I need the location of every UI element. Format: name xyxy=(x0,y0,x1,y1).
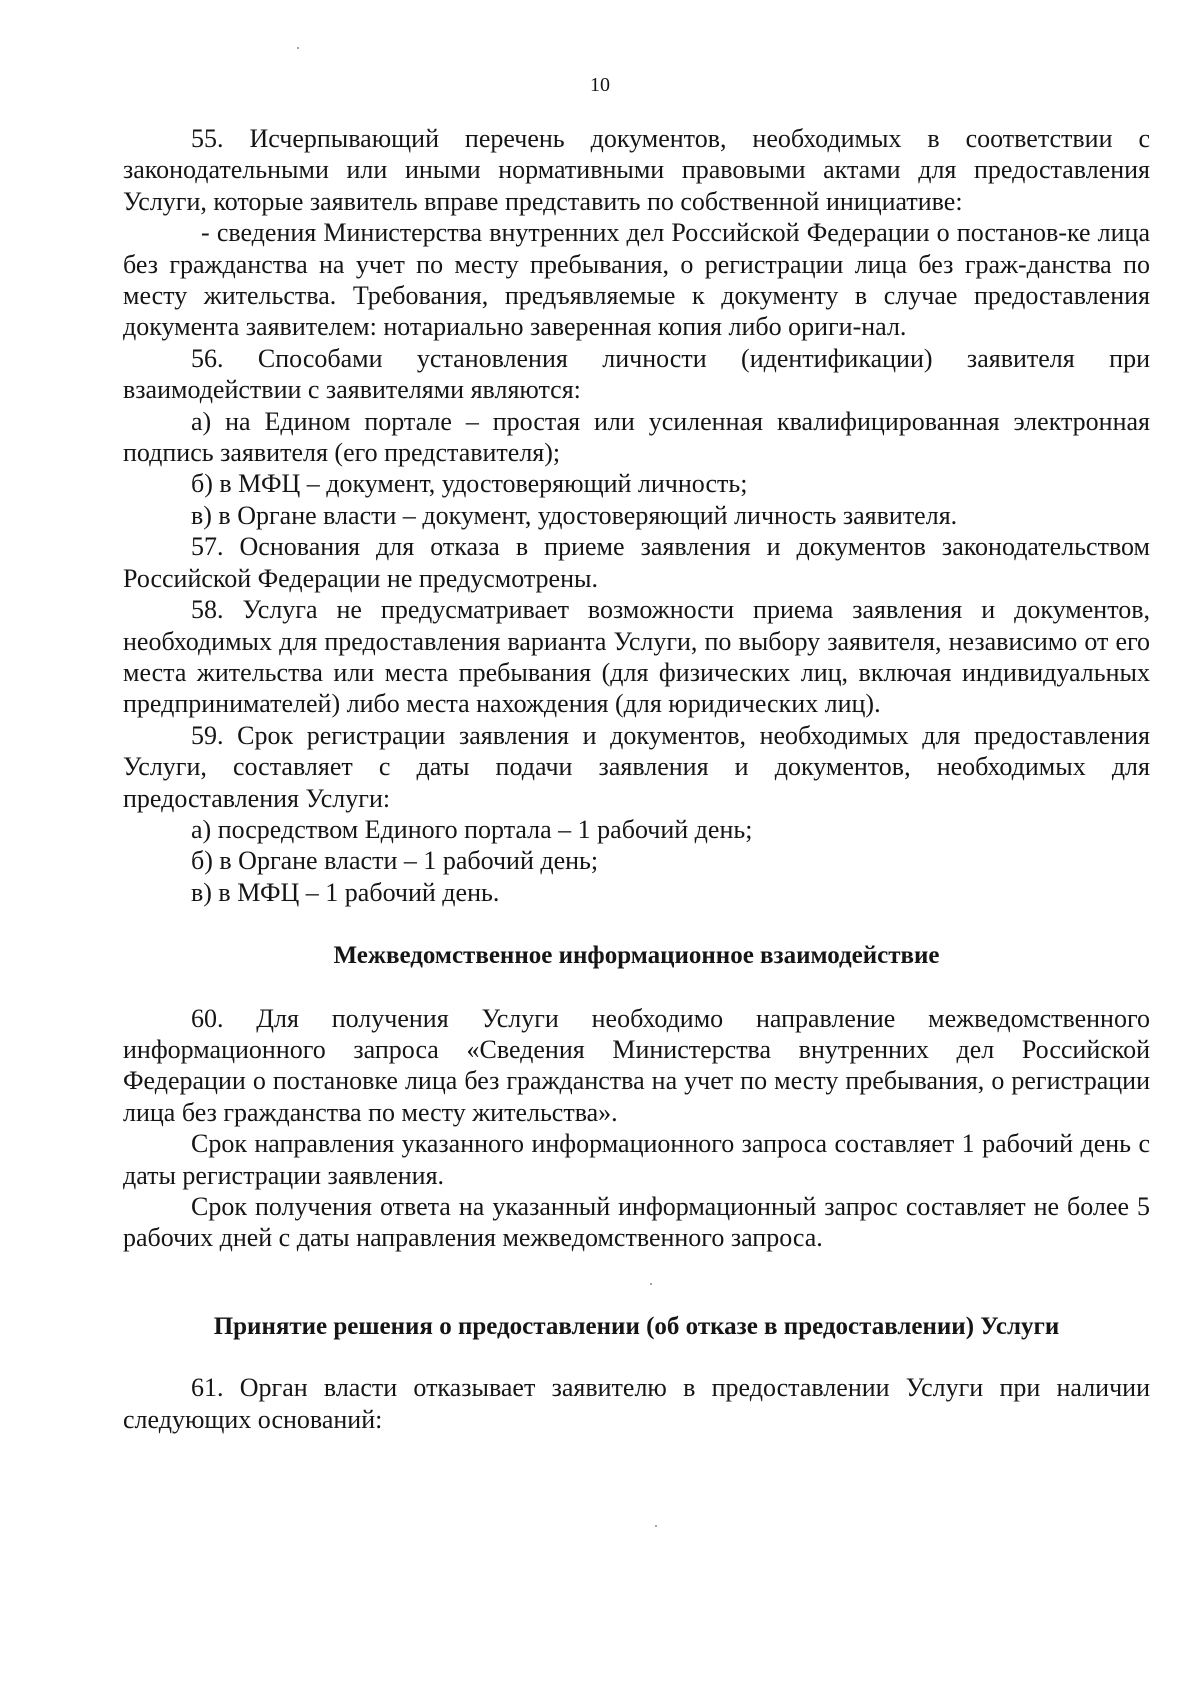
document-body xyxy=(123,123,1150,1435)
scan-speck xyxy=(655,1525,657,1527)
section-heading-decision: Принятие решения о предоставлении (об отказе в предоставлении) Услуги xyxy=(213,1312,1060,1340)
paragraph-59-item-a: а) посредством Единого портала – 1 рабочий день; xyxy=(191,814,753,844)
paragraph-59-item-v: в) в МФЦ – 1 рабочий день. xyxy=(191,877,500,907)
paragraph-58: 58. Услуга не предусматривает возможности приема заявления и документов, необходимых для предоставления варианта Услуги, по выбору заявителя, независимо от его места жительства или места пребывания (для физических лиц, включая индивидуальных предпринимателей) либо места нахождения (для юридических лиц). xyxy=(123,595,1150,719)
paragraph-59-item-b: б) в Органе власти – 1 рабочий день; xyxy=(191,846,599,876)
paragraph-56-item-b: б) в МФЦ – документ, удостоверяющий личность; xyxy=(191,469,748,499)
paragraph-60-request-term: Срок направления указанного информационного запроса составляет 1 рабочий день с даты регистрации заявления. xyxy=(123,1129,1150,1190)
paragraph-57: 57. Основания для отказа в приеме заявления и документов законодательством Российской Федерации не предусмотрены. xyxy=(123,532,1150,593)
paragraph-56: 56. Способами установления личности (идентификации) заявителя при взаимодействии с заявителями являются: xyxy=(123,343,1150,405)
paragraph-59: 59. Срок регистрации заявления и документов, необходимых для предоставления Услуги, составляет с даты подачи заявления и документов, необходимых для предоставления Услуги: xyxy=(123,720,1150,813)
page-number: 10 xyxy=(590,74,610,96)
section-heading-interagency: Межведомственное информационное взаимодействие xyxy=(333,942,940,970)
paragraph-56-item-v: в) в Органе власти – документ, удостоверяющий личность заявителя. xyxy=(191,500,958,530)
scan-speck xyxy=(297,47,299,49)
paragraph-60: 60. Для получения Услуги необходимо направление межведомственного информационного запроса «Сведения Министерства внутренних дел Российской Федерации о постановке лица без гражданства на учет по месту пребывания, о регистрации лица без гражданства по месту жительства». xyxy=(123,1003,1150,1127)
paragraph-56-item-a: а) на Едином портале – простая или усиленная квалифицированная электронная подпись заявителя (его представителя); xyxy=(123,406,1150,468)
paragraph-60-response-term: Срок получения ответа на указанный информационный запрос составляет не более 5 рабочих дней с даты направления межведомственного запроса. xyxy=(123,1192,1150,1253)
paragraph-55: 55. Исчерпывающий перечень документов, необходимых в соответствии с законодательными или иными нормативными правовыми актами для предоставления Услуги, которые заявитель вправе представить по собственной инициативе: xyxy=(123,124,1150,216)
paragraph-61: 61. Орган власти отказывает заявителю в предоставлении Услуги при наличии следующих оснований: xyxy=(123,1373,1150,1434)
paragraph-55-item: - сведения Министерства внутренних дел Российской Федерации о постанов-ке лица без гражданства на учет по месту пребывания, о регистрации лица без граж-данства по месту жительства. Требования, предъявляемые к документу в случае предоставления документа заявителем: нотариально заверенная копия либо ориги-нал. xyxy=(123,218,1150,342)
